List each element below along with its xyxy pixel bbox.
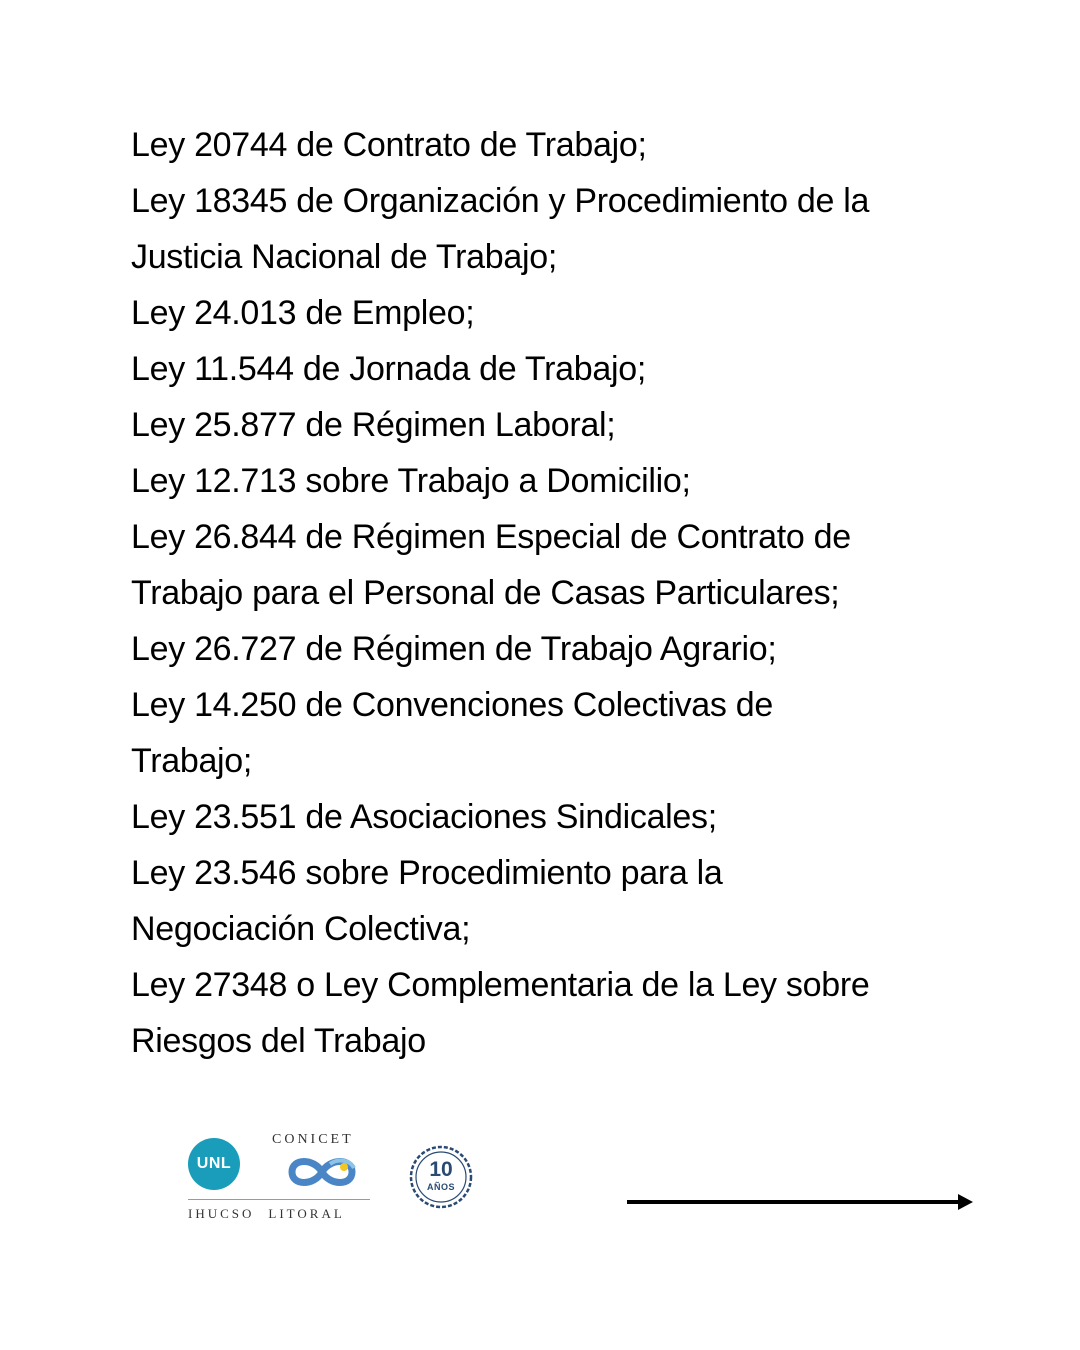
conicet-wordmark: CONICET: [272, 1132, 354, 1147]
unl-logo: UNL: [188, 1138, 240, 1190]
law-line: Ley 26.844 de Régimen Especial de Contrato de: [131, 518, 851, 556]
law-line: Justicia Nacional de Trabajo;: [131, 238, 557, 276]
institute-name-right: LITORAL: [268, 1206, 345, 1221]
law-line: Ley 18345 de Organización y Procedimiento de la: [131, 182, 870, 220]
badge-label: AÑOS: [426, 1182, 455, 1192]
law-line: Ley 26.727 de Régimen de Trabajo Agrario;: [131, 630, 777, 668]
badge-number: 10: [429, 1158, 453, 1181]
law-line: Ley 12.713 sobre Trabajo a Domicilio;: [131, 462, 691, 500]
institution-logos: [186, 1132, 486, 1232]
law-line: Ley 27348 o Ley Complementaria de la Ley sobre: [131, 966, 870, 1004]
logo-divider: [188, 1199, 370, 1200]
law-line: Ley 11.544 de Jornada de Trabajo;: [131, 350, 646, 388]
law-line: Ley 24.013 de Empleo;: [131, 294, 475, 332]
law-line: Riesgos del Trabajo: [131, 1022, 426, 1060]
ten-years-badge: [408, 1144, 474, 1210]
law-line: Ley 14.250 de Convenciones Colectivas de: [131, 686, 773, 724]
law-line: Ley 23.546 sobre Procedimiento para la: [131, 854, 723, 892]
institute-name: [188, 1206, 345, 1222]
law-line: Ley 25.877 de Régimen Laboral;: [131, 406, 616, 444]
arrow-right-icon[interactable]: [625, 1191, 975, 1213]
law-line: Ley 23.551 de Asociaciones Sindicales;: [131, 798, 717, 836]
law-line: Trabajo;: [131, 742, 253, 780]
law-list: [131, 117, 951, 1069]
law-line: Negociación Colectiva;: [131, 910, 471, 948]
law-line: Ley 20744 de Contrato de Trabajo;: [131, 126, 647, 164]
law-line: Trabajo para el Personal de Casas Particulares;: [131, 574, 840, 612]
institute-name-left: IHUCSO: [188, 1206, 255, 1221]
conicet-infinity-icon: [272, 1150, 372, 1194]
